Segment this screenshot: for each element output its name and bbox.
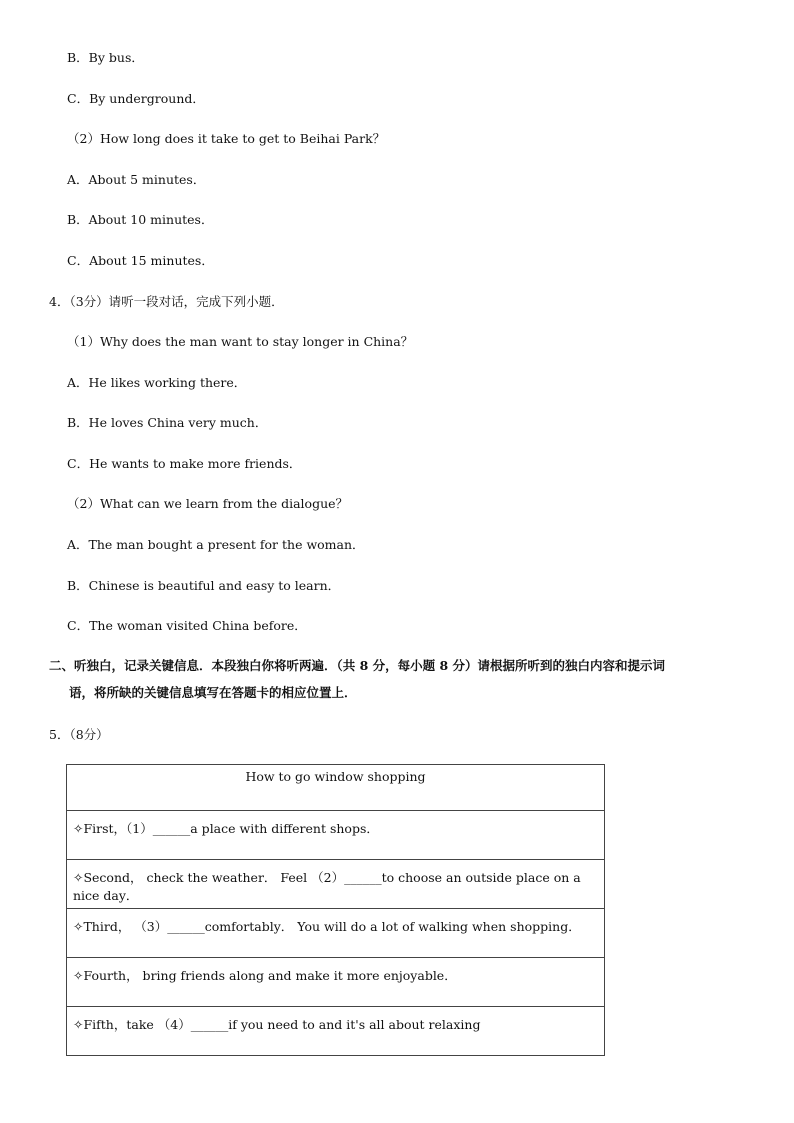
table-row-2: ✧Second， check the weather． Feel （2）______to choose an outside place on a nice day． [67, 860, 605, 909]
q4-stem: 4．（3分）请听一段对话，完成下列小题． [49, 294, 284, 309]
table-row [67, 811, 605, 860]
q3-option-c: C．By underground． [67, 91, 205, 106]
q4-sub1-option-c: C．He wants to make more friends． [67, 456, 302, 471]
table-row [67, 958, 605, 1007]
q4-sub1-option-b: B．He loves China very much． [67, 415, 268, 430]
q4-sub2-question: （2）What can we learn from the dialogue？ [67, 496, 349, 511]
section2-instructions [49, 652, 749, 706]
notes-table [66, 764, 605, 1056]
section2-line1: 二、听独白，记录关键信息．本段独白你将听两遍．（共 8 分，每小题 8 分）请根据所听到的独白内容和提示词 [49, 658, 666, 673]
table-row-3: ✧Third， （3）______comfortably． You will do a lot of walking when shopping． [67, 909, 605, 958]
q4-sub1-option-a: A．He likes working there． [67, 375, 247, 390]
q4-sub1-question: （1）Why does the man want to stay longer in China？ [67, 334, 414, 349]
table-row-5: ✧Fifth，take （4）______if you need to and it's all about relaxing [67, 1007, 605, 1056]
q3-sub2-question: （2）How long does it take to get to Beihai Park？ [67, 131, 386, 146]
q4-sub2-option-a: A．The man bought a present for the woman． [67, 537, 365, 552]
q4-sub2-option-b: B．Chinese is beautiful and easy to learn． [67, 578, 341, 593]
table-row [67, 909, 605, 958]
table-row-4: ✧Fourth， bring friends along and make it more enjoyable． [67, 958, 605, 1007]
q3-sub2-option-a: A．About 5 minutes． [67, 172, 206, 187]
q3-option-b: B．By bus． [67, 50, 144, 65]
table-title-row [67, 765, 605, 811]
section2-line2: 语，将所缺的关键信息填写在答题卡的相应位置上． [69, 685, 357, 700]
table-row [67, 1007, 605, 1056]
q4-sub2-option-c: C．The woman visited China before． [67, 618, 307, 633]
table-title: How to go window shopping [67, 765, 605, 811]
q3-sub2-option-b: B．About 10 minutes． [67, 212, 214, 227]
table-row [67, 860, 605, 909]
q5-stem: 5．（8分） [49, 727, 109, 742]
table-row-1: ✧First，（1）______a place with different shops． [67, 811, 605, 860]
q3-sub2-option-c: C．About 15 minutes． [67, 253, 214, 268]
